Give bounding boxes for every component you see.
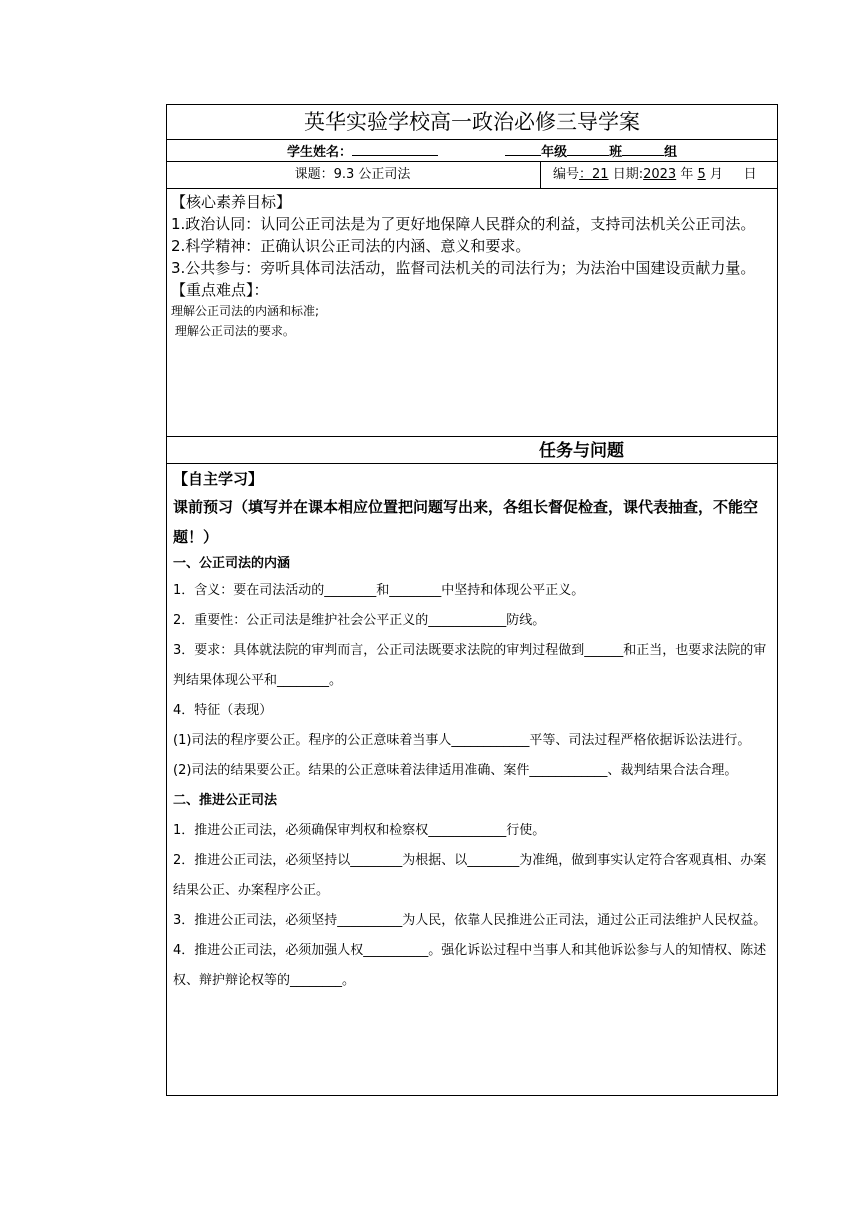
- self-study-heading: 【自主学习】: [173, 470, 264, 488]
- number-value: ：21: [579, 167, 609, 182]
- grade-blank[interactable]: [505, 141, 541, 156]
- core-goals-section: [171, 191, 771, 341]
- table-rule: [167, 188, 777, 189]
- fill-in-item: 1．推进公正司法，必须确保审判权和检察权____________行使。: [173, 823, 546, 838]
- preview-label: 课前预习: [173, 498, 234, 516]
- fill-in-item: 4．推进公正司法，必须加强人权__________。强化诉讼过程中当事人和其他诉讼参与人的知情权、陈述权、辩护辩论权等的________。: [173, 943, 767, 988]
- group-label: 组: [664, 145, 678, 160]
- month-value: 5: [697, 167, 706, 182]
- fill-in-item: (2)司法的结果要公正。结果的公正意味着法律适用准确、案件____________、裁判结果合法合理。: [173, 763, 738, 778]
- class-label: 班: [609, 145, 623, 160]
- fill-in-item: 2．重要性：公正司法是维护社会公平正义的____________防线。: [173, 613, 546, 628]
- table-rule: [167, 436, 777, 437]
- student-info-row: [287, 141, 677, 163]
- preview-note: （填写并在课本相应位置把问题写出来，各组长督促检查，课代表抽查，不能空题！）: [173, 498, 759, 546]
- core-goal-item: 3.公共参与：旁听具体司法活动，监督司法机关的司法行为；为法治中国建设贡献力量。: [171, 259, 756, 277]
- tasks-heading: 任务与问题: [539, 441, 624, 461]
- fill-in-item: 1．含义：要在司法活动的________和________中坚持和体现公平正义。: [173, 583, 585, 598]
- topic-cell: 课题：9.3 公正司法: [294, 167, 411, 182]
- table-rule: [167, 463, 777, 464]
- table-rule: [540, 161, 541, 188]
- key-point-item: 理解公正司法的内涵和标准;: [171, 304, 320, 318]
- preview-paragraph: [173, 492, 773, 552]
- fill-in-item: 4．特征（表现）: [173, 703, 273, 718]
- core-goals-heading: 【核心素养目标】: [171, 193, 292, 211]
- group-blank[interactable]: [622, 141, 664, 156]
- year-suffix: 年: [680, 167, 694, 182]
- date-label: 日期:: [612, 167, 644, 182]
- fill-in-item: (1)司法的程序要公正。程序的公正意味着当事人____________平等、司法过程严格依据诉讼法进行。: [173, 733, 751, 748]
- fill-in-item: 2．推进公正司法，必须坚持以________为根据、以________为准绳，做到事实认定符合客观真相、办案结果公正、办案程序公正。: [173, 853, 767, 898]
- page-title: 英华实验学校高一政治必修三导学案: [304, 110, 640, 134]
- number-date-cell: [553, 164, 757, 186]
- core-goal-item: 2.科学精神：正确认识公正司法的内涵、意义和要求。: [171, 237, 531, 255]
- fill-in-item: 3．推进公正司法，必须坚持__________为人民，依靠人民推进公正司法，通过公正司法维护人民权益。: [173, 913, 767, 928]
- core-goal-item: 1.政治认同：认同公正司法是为了更好地保障人民群众的利益，支持司法机关公正司法。: [171, 215, 756, 233]
- fill-in-item: 3．要求：具体就法院的审判而言，公正司法既要求法院的审判过程做到______和正当，也要求法院的审判结果体现公平和________。: [173, 643, 767, 688]
- day-suffix: 日: [743, 167, 757, 182]
- key-points-heading: 【重点难点】：: [171, 281, 269, 299]
- student-name-label: 学生姓名：: [287, 145, 353, 160]
- guide-table: [166, 104, 778, 1096]
- grade-label: 年级: [541, 145, 568, 160]
- month-suffix: 月: [709, 167, 723, 182]
- section1-title: 一、公正司法的内涵: [173, 556, 291, 571]
- year-value: 2023: [643, 167, 677, 182]
- class-blank[interactable]: [567, 141, 609, 156]
- student-name-blank[interactable]: [352, 141, 438, 156]
- tasks-body: [173, 466, 773, 996]
- table-rule: [167, 139, 777, 140]
- section2-title: 二、推进公正司法: [173, 793, 278, 808]
- number-label: 编号: [553, 167, 580, 182]
- key-point-item: 理解公正司法的要求。: [171, 324, 295, 338]
